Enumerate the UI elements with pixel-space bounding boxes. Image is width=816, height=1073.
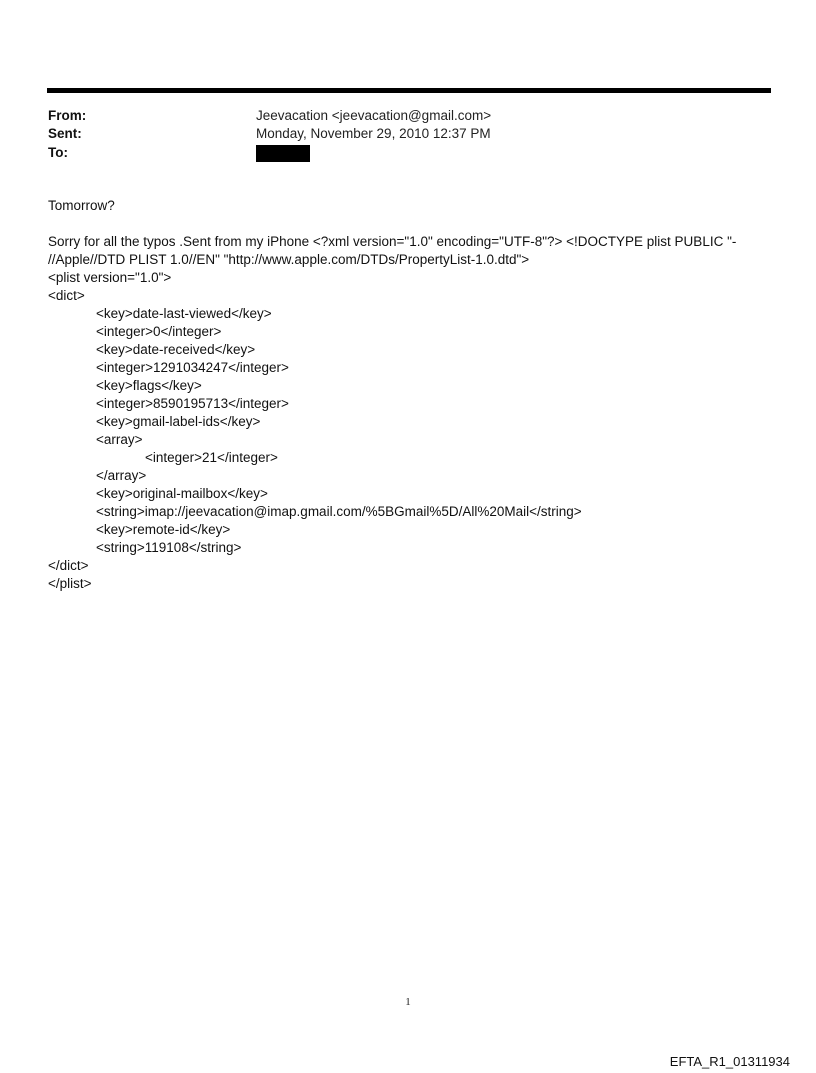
body-line: <array> — [96, 432, 143, 447]
sent-value: Monday, November 29, 2010 12:37 PM — [256, 126, 491, 141]
body-line: <key>date-received</key> — [96, 342, 256, 357]
sent-label: Sent: — [48, 126, 82, 141]
body-line: <integer>0</integer> — [96, 324, 222, 339]
body-line: </dict> — [48, 558, 89, 573]
body-line: <key>remote-id</key> — [96, 522, 231, 537]
bates-number: EFTA_R1_01311934 — [669, 1054, 790, 1069]
body-line: <string>119108</string> — [96, 540, 242, 555]
body-line: <plist version="1.0"> — [48, 270, 172, 285]
body-line: Tomorrow? — [48, 198, 115, 213]
body-line: </array> — [96, 468, 147, 483]
from-label: From: — [48, 108, 87, 123]
body-line: <key>gmail-label-ids</key> — [96, 414, 261, 429]
body-line: <integer>21</integer> — [145, 450, 278, 465]
redaction-box — [256, 145, 310, 162]
header-divider — [47, 88, 771, 93]
body-line: <key>original-mailbox</key> — [96, 486, 268, 501]
body-line: <string>imap://jeevacation@imap.gmail.com/%5BGmail%5D/All%20Mail</string> — [96, 504, 582, 519]
body-line: <integer>8590195713</integer> — [96, 396, 289, 411]
body-line: <key>flags</key> — [96, 378, 202, 393]
body-line: </plist> — [48, 576, 92, 591]
from-value: Jeevacation <jeevacation@gmail.com> — [256, 108, 492, 123]
body-line: Sorry for all the typos .Sent from my iPhone <?xml version="1.0" encoding="UTF-8"?> <!DOCTYPE plist PUBLIC "- — [48, 234, 737, 249]
page-number: 1 — [405, 996, 411, 1008]
body-line: <integer>1291034247</integer> — [96, 360, 289, 375]
body-line: //Apple//DTD PLIST 1.0//EN" "http://www.apple.com/DTDs/PropertyList-1.0.dtd"> — [48, 252, 530, 267]
to-label: To: — [48, 145, 68, 160]
body-line: <key>date-last-viewed</key> — [96, 306, 272, 321]
body-line: <dict> — [48, 288, 85, 303]
